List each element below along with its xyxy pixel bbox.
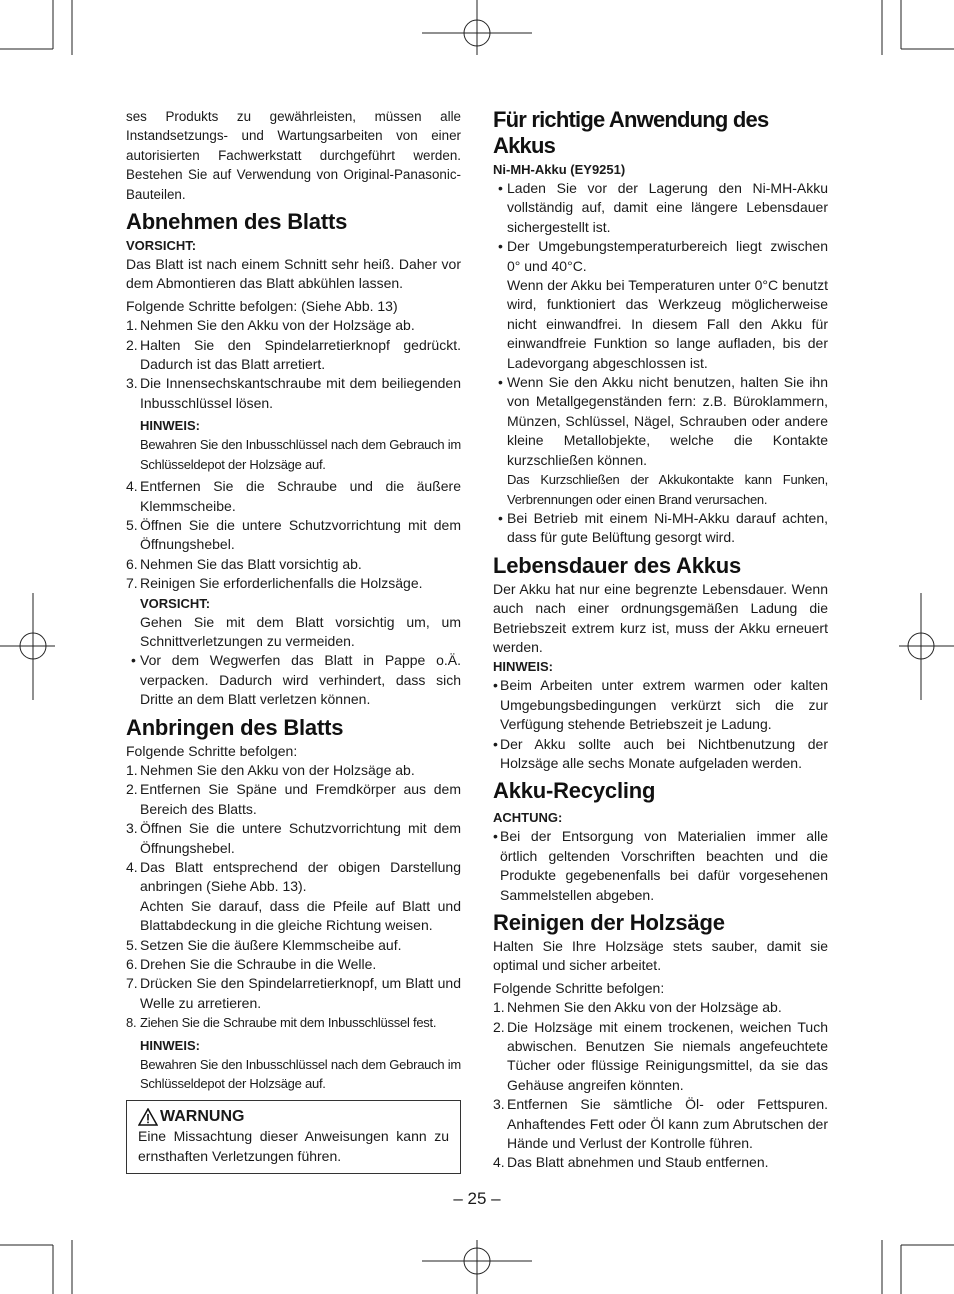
step-text: Die Holzsäge mit einem trockenen, weichen Tuch abwischen. Benutzen Sie niemals angefeuchtete Tücher oder flüssige Reinigungsmittel, da sie das Gehäuse angreifen könnten.: [507, 1018, 828, 1093]
step-number: 1.: [126, 761, 138, 778]
note-block: [140, 416, 461, 474]
list-item: [126, 516, 461, 555]
right-column: [493, 107, 828, 1173]
step-number: 2.: [126, 336, 138, 353]
step-extra-text: Achten Sie darauf, dass die Pfeile auf Blatt und Blattabdeckung in die gleiche Richtung weisen.: [140, 897, 461, 934]
step-text: Reinigen Sie erforderlichenfalls die Holzsäge.: [140, 575, 423, 592]
step-number: 3.: [126, 820, 138, 837]
left-column: [126, 107, 461, 1174]
list-item: [126, 555, 461, 574]
step-text: Öffnen Sie die untere Schutzvorrichtung mit dem Öffnungshebel.: [140, 516, 461, 553]
step-text: Halten Sie den Spindelarretierknopf gedrückt. Dadurch ist das Blatt arretiert.: [140, 336, 461, 373]
list-item: [126, 316, 461, 335]
list-item: [126, 819, 461, 858]
step-number: 4.: [493, 1154, 505, 1171]
step-number: 3.: [493, 1096, 505, 1113]
steps-list-continued: [126, 477, 461, 593]
warning-text: Eine Missachtung dieser Anweisungen kann zu ernsthaften Verletzungen führen.: [138, 1128, 449, 1164]
list-item: [126, 1013, 461, 1032]
step-text: Drücken Sie den Spindelarretierknopf, um Blatt und Welle zu arretieren.: [140, 975, 461, 1011]
list-item: [126, 936, 461, 955]
list-item: [493, 237, 828, 373]
section-lebensdauer: [493, 553, 828, 774]
attention-label: ACHTUNG:: [493, 810, 563, 826]
list-item: • Der Akku sollte auch bei Nichtbenutzung der Holzsäge alle sechs Monate aufgeladen werden.: [493, 735, 828, 774]
list-item: • Vor dem Wegwerfen das Blatt in Pappe o.Ä. verpacken. Dadurch wird verhindert, dass sich Dritte an dem Blatt verletzen können.: [126, 651, 461, 709]
note-text: Bewahren Sie den Inbusschlüssel nach dem Gebrauch im Schlüsseldepot der Holzsäge auf.: [140, 437, 461, 472]
step-text: Öffnen Sie die untere Schutzvorrichtung mit dem Öffnungshebel.: [140, 820, 461, 856]
caution-label: VORSICHT:: [126, 238, 197, 254]
caution-text: Das Blatt ist nach einem Schnitt sehr heiß. Daher vor dem Abmontieren das Blatt abkühlen lassen.: [126, 256, 461, 292]
steps-lead: Folgende Schritte befolgen: (Siehe Abb. 13): [126, 297, 398, 314]
section-text: Der Akku hat nur eine begrenzte Lebensdauer. Wenn auch nach einer ordnungsgemäßen Ladung die Betriebszeit extrem kurz ist, muss der Akku erneuert werden.: [493, 580, 828, 655]
warning-heading: [138, 1107, 449, 1127]
list-item: • Bei Betrieb mit einem Ni-MH-Akku darauf achten, dass für gute Belüftung gesorgt wird.: [493, 509, 828, 548]
section-subtitle: Ni-MH-Akku (EY9251): [493, 162, 626, 177]
section-abnehmen: [126, 209, 461, 710]
step-number: 4.: [126, 859, 138, 875]
list-item: [126, 761, 461, 780]
section-anbringen: [126, 715, 461, 1175]
step-number: 7.: [126, 575, 138, 592]
section-reinigen: [493, 910, 828, 1173]
warning-box: [126, 1100, 461, 1174]
list-item: [493, 1095, 828, 1153]
section-text: Halten Sie Ihre Holzsäge stets sauber, damit sie optimal und sicher arbeitet.: [493, 938, 828, 974]
list-item: [493, 998, 828, 1017]
page-number: – 25 –: [453, 1189, 501, 1208]
steps-lead: Folgende Schritte befolgen:: [126, 742, 298, 759]
steps-list: [126, 316, 461, 413]
list-item: [493, 373, 828, 509]
note-label: HINWEIS:: [493, 659, 553, 675]
step-text: Ziehen Sie die Schraube mit dem Inbusschlüssel fest.: [140, 1015, 437, 1031]
list-item: [493, 1153, 828, 1172]
step-text: Nehmen Sie den Akku von der Holzsäge ab.: [140, 317, 415, 334]
warning-triangle-icon: [138, 1108, 158, 1126]
step-text: Nehmen Sie den Akku von der Holzsäge ab.: [140, 761, 415, 778]
step-number: 6.: [126, 555, 138, 572]
note-label: HINWEIS:: [140, 1037, 200, 1053]
list-item: [126, 336, 461, 375]
bullet-extra-text: Wenn der Akku bei Temperaturen unter 0°C benutzt wird, funktioniert das Werkzeug möglicherweise nicht einwandfrei. In diesem Fall den Akku für einwandfreie Funktion so lange aufladen, bis der Ladevorgang abgeschlossen ist.: [507, 277, 828, 371]
step-number: 5.: [126, 516, 138, 533]
bullet-list: [126, 651, 461, 709]
note-label: HINWEIS:: [140, 418, 200, 434]
bullet-extra-text: Das Kurzschließen der Akkukontakte kann Funken, Verbrennungen oder einen Brand verursachen.: [507, 472, 828, 507]
step-text: Drehen Sie die Schraube in die Welle.: [140, 956, 377, 973]
list-item: • Beim Arbeiten unter extrem warmen oder kalten Umgebungsbedingungen verkürzt sich die zur Verfügung stehende Betriebszeit je Ladung.: [493, 676, 828, 734]
bullet-list: [493, 827, 828, 905]
step-number: 3.: [126, 375, 138, 392]
step-text: Nehmen Sie das Blatt vorsichtig ab.: [140, 555, 362, 572]
list-item: [126, 858, 461, 936]
section-title: Anbringen des Blatts: [126, 714, 344, 740]
bullet-text: Wenn Sie den Akku nicht benutzen, halten Sie ihn von Metallgegenständen fern: z.B. Büroklammern, Münzen, Schlüssel, Nägel, Schrauben oder andere kleine Metallobjekte, welche die Kontakte kurzschließen können.: [507, 374, 828, 468]
step-number: 8.: [126, 1015, 137, 1031]
step-number: 1.: [126, 317, 138, 334]
list-item: [126, 374, 461, 413]
intro-paragraph: ses Produkts zu gewährleisten, müssen alle Instandsetzungs- und Wartungsarbeiten von einer autorisierten Fachwerkstatt durchgeführt werden. Bestehen Sie auf Verwendung von Original-Panasonic-Bauteilen.: [126, 109, 461, 202]
step-number: 6.: [126, 956, 138, 973]
section-title: Für richtige Anwendung des Akkus: [493, 107, 769, 158]
warning-label: WARNUNG: [160, 1108, 245, 1126]
note-text: Bewahren Sie den Inbusschlüssel nach dem Gebrauch im Schlüsseldepot der Holzsäge auf.: [140, 1056, 461, 1092]
section-title: Abnehmen des Blatts: [126, 209, 348, 235]
section-recycling: [493, 778, 828, 905]
step-number: 7.: [126, 975, 138, 992]
step-text: Das Blatt entsprechend der obigen Darstellung anbringen (Siehe Abb. 13).: [140, 859, 461, 895]
bullet-list: [493, 179, 828, 548]
section-title: Akku-Recycling: [493, 778, 656, 804]
steps-list: [126, 761, 461, 1033]
step-number: 5.: [126, 936, 138, 953]
section-anwendung: [493, 107, 828, 548]
step-text: Entfernen Sie die Schraube und die äußere Klemmscheibe.: [140, 478, 461, 514]
caution-block: [140, 594, 461, 652]
note-block: [140, 1036, 461, 1094]
step-number: 4.: [126, 478, 138, 495]
list-item: • Laden Sie vor der Lagerung den Ni-MH-Akku vollständig auf, damit eine längere Lebensdauer sichergestellt ist.: [493, 179, 828, 237]
step-number: 2.: [493, 1018, 505, 1035]
list-item: • Bei der Entsorgung von Materialien immer alle örtlich geltenden Vorschriften beachten und die Produkte gegebenenfalls bei dafür vorgesehenen Sammelstellen abgeben.: [493, 827, 828, 905]
list-item: [126, 974, 461, 1013]
steps-list: [493, 998, 828, 1173]
step-text: Setzen Sie die äußere Klemmscheibe auf.: [140, 936, 402, 953]
bullet-text: Der Umgebungstemperaturbereich liegt zwischen 0° und 40°C.: [507, 238, 828, 274]
step-number: 1.: [493, 999, 505, 1016]
list-item: [126, 477, 461, 516]
list-item: [126, 780, 461, 819]
section-title: Lebensdauer des Akkus: [493, 552, 742, 578]
steps-lead: Folgende Schritte befolgen:: [493, 979, 665, 996]
list-item: [126, 955, 461, 974]
step-text: Die Innensechskantschraube mit dem beiliegenden Inbusschlüssel lösen.: [140, 375, 461, 411]
section-title: Reinigen der Holzsäge: [493, 910, 725, 935]
step-text: Entfernen Sie Späne und Fremdkörper aus dem Bereich des Blatts.: [140, 781, 461, 817]
step-text: Entfernen Sie sämtliche Öl- oder Fettspuren. Anhaftendes Fett oder Öl kann zum Abrutschen der Hände und Verlust der Kontrolle führen.: [507, 1096, 828, 1152]
bullet-list: [493, 676, 828, 773]
list-item: [493, 1018, 828, 1096]
step-number: 2.: [126, 781, 138, 798]
list-item: [126, 574, 461, 593]
caution-label: VORSICHT:: [140, 595, 211, 611]
caution-text: Gehen Sie mit dem Blatt vorsichtig um, um Schnittverletzungen zu vermeiden.: [140, 613, 461, 649]
step-text: Das Blatt abnehmen und Staub entfernen.: [507, 1154, 769, 1171]
step-text: Nehmen Sie den Akku von der Holzsäge ab.: [507, 999, 782, 1016]
